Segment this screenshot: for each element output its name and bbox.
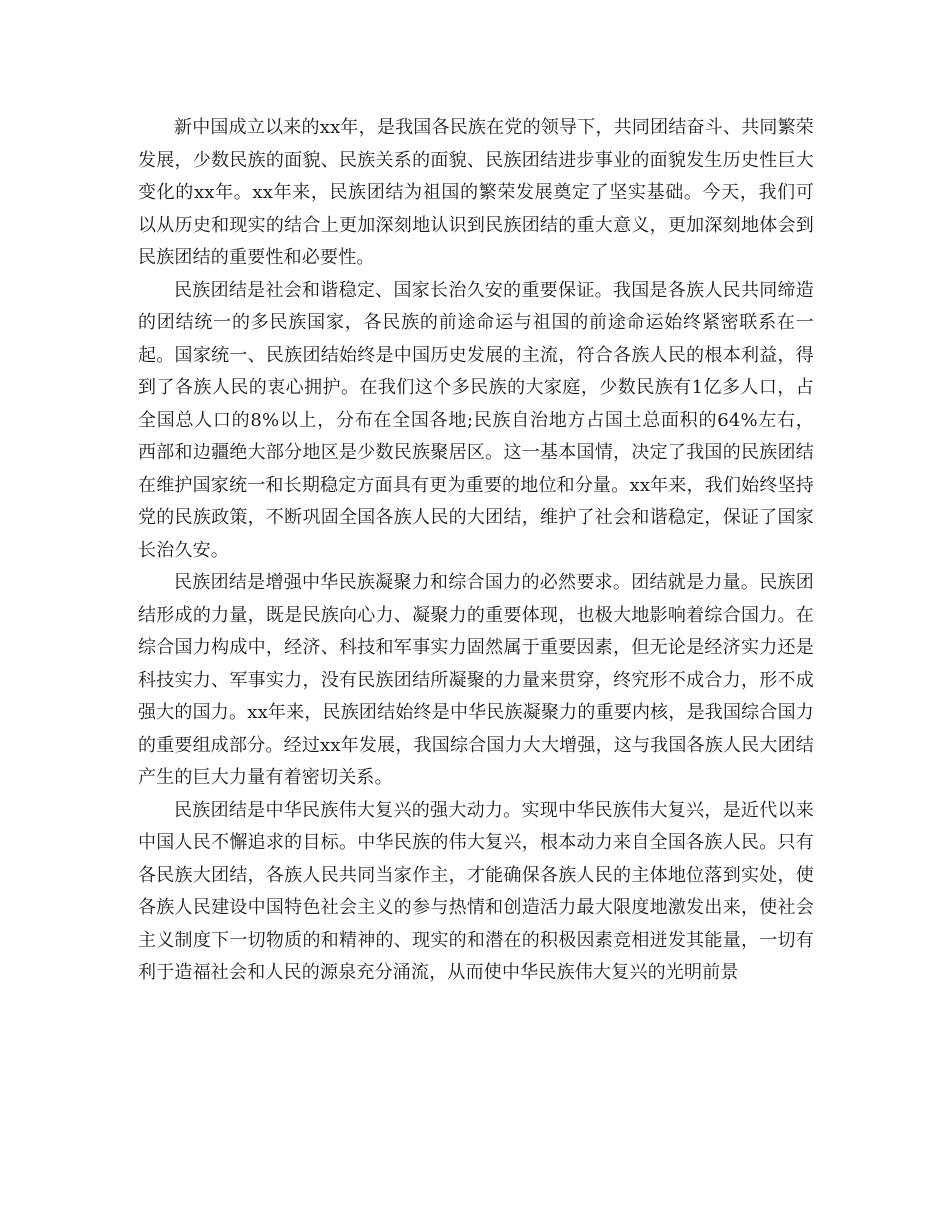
paragraph-3: 民族团结是增强中华民族凝聚力和综合国力的必然要求。团结就是力量。民族团结形成的力量，既是民族向心力、凝聚力的重要体现，也极大地影响着综合国力。在综合国力构成中，经济、科技和军事实力固然属于重要因素，但无论是经济实力还是科技实力、军事实力，没有民族团结所凝聚的力量来贯穿，终究形不成合力，形不成强大的国力。xx年来，民族团结始终是中华民族凝聚力的重要内核，是我国综合国力的重要组成部分。经过xx年发展，我国综合国力大大增强，这与我国各族人民大团结产生的巨大力量有着密切关系。 — [138, 572, 814, 788]
paragraph-1: 新中国成立以来的xx年，是我国各民族在党的领导下，共同团结奋斗、共同繁荣发展，少数民族的面貌、民族关系的面貌、民族团结进步事业的面貌发生历史性巨大变化的xx年。xx年来，民族团结为祖国的繁荣发展奠定了坚实基础。今天，我们可以从历史和现实的结合上更加深刻地认识到民族团结的重大意义，更加深刻地体会到民族团结的重要性和必要性。 — [138, 117, 814, 268]
paragraph-2: 民族团结是社会和谐稳定、国家长治久安的重要保证。我国是各族人民共同缔造的团结统一的多民族国家，各民族的前途命运与祖国的前途命运始终紧密联系在一起。国家统一、民族团结始终是中国历史发展的主流，符合各族人民的根本利益，得到了各族人民的衷心拥护。在我们这个多民族的大家庭，少数民族有1亿多人口，占全国总人口的8%以上，分布在全国各地;民族自治地方占国土总面积的64%左右，西部和边疆绝大部分地区是少数民族聚居区。这一基本国情，决定了我国的民族团结在维护国家统一和长期稳定方面具有更为重要的地位和分量。xx年来，我们始终坚持党的民族政策，不断巩固全国各族人民的大团结，维护了社会和谐稳定，保证了国家长治久安。 — [138, 279, 814, 561]
paragraph-4: 民族团结是中华民族伟大复兴的强大动力。实现中华民族伟大复兴，是近代以来中国人民不懈追求的目标。中华民族的伟大复兴，根本动力来自全国各族人民。只有各民族大团结，各族人民共同当家作主，才能确保各族人民的主体地位落到实处，使各族人民建设中国特色社会主义的参与热情和创造活力最大限度地激发出来，使社会主义制度下一切物质的和精神的、现实的和潜在的积极因素竞相迸发其能量，一切有利于造福社会和人民的源泉充分涌流，从而使中华民族伟大复兴的光明前景 — [138, 799, 814, 983]
document-body — [138, 112, 814, 990]
